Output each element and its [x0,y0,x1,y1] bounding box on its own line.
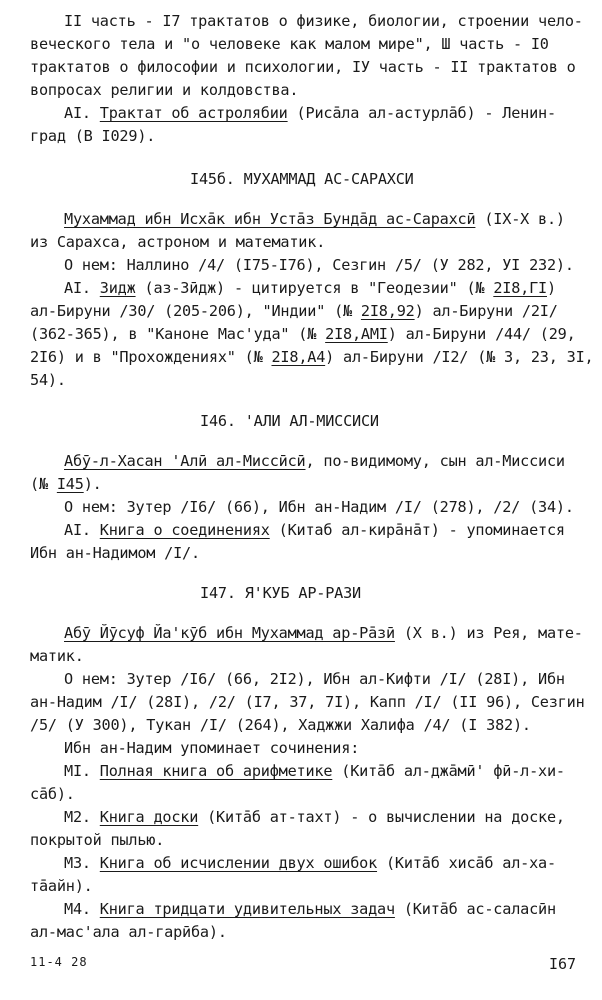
text-line: II часть - I7 трактатов о физике, биологии, строении чело- [64,12,583,30]
text-span: ал-Бируни /30/ (205-206), "Индии" (№ [30,302,361,320]
work-title: Книга о соединениях [99,521,270,539]
cross-reference: 2I8,A4 [271,348,326,366]
cross-reference: 2I8,ГI [493,279,547,297]
cross-reference: 2I8,AMI [325,325,388,343]
text-line [64,102,556,124]
text-line: ал-мас'ала ал-гарӣба). [30,923,227,941]
text-line [64,622,583,644]
text-line: О нем: Зутер /I6/ (66), Ибн ан-Надим /I/ (278), /2/ (34). [64,498,574,516]
cross-reference: I45 [56,475,84,493]
text-span: (Рисāла ал-астурлāб) - Ленин- [287,104,556,122]
page-number: I67 [549,955,577,973]
print-code: 11-4 28 [30,955,88,969]
text-span: (Китаб ал-кирāнāт) - упоминается [269,521,565,539]
text-line: /5/ (У 300), Тукан /I/ (264), Хаджжи Халифа /4/ (I 382). [30,716,531,734]
text-span: (X в.) из Рея, мате- [394,624,583,642]
text-line: тāайн). [30,877,93,895]
text-span: 2I6) и в "Прохождениях" (№ [30,348,272,366]
text-line: трактатов о философии и психологии, IУ часть - II трактатов о [30,58,576,76]
text-line: град (B I029). [30,127,156,145]
text-line: вопросах религии и колдовства. [30,81,299,99]
text-span: (№ [30,475,57,493]
text-line [64,277,556,299]
work-title: Книга доски [99,808,199,826]
section-heading: I47. Я'КУБ АР-РАЗИ [200,584,361,602]
cross-reference: 2I8,92 [360,302,415,320]
item-code: MI. [64,762,100,780]
section-heading: I46. 'АЛИ АЛ-МИССИСИ [200,412,379,430]
text-line: Ибн ан-Надим упоминает сочинения: [64,739,360,757]
work-title: Книга тридцати удивительных задач [99,900,395,918]
work-title: Зидж [99,279,136,297]
text-span: ). [83,475,102,493]
text-span: , по-видимому, сын ал-Миссиси [305,452,565,470]
text-span: (Китāб ас-саласӣн [394,900,556,918]
text-span: ) ал-Бируни /I2/ (№ 3, 23, 3I, [325,348,594,366]
text-line: О нем: Наллино /4/ (I75-I76), Сезгин /5/ (У 282, УI 232). [64,256,574,274]
text-line: из Сарахса, астроном и математик. [30,233,326,251]
text-line: О нем: Зутер /I6/ (66, 2I2), Ибн ал-Кифти /I/ (28I), Ибн [64,670,565,688]
item-code: M2. [64,808,100,826]
section-heading: I45б. МУХАММАД АС-САРАХСИ [190,170,414,188]
item-code: AI. [64,104,100,122]
text-line [30,346,593,368]
text-span: (Китāб ал-джāмӣ' фӣ-л-хи- [332,762,565,780]
item-code: AI. [64,279,100,297]
text-line [64,898,556,920]
item-code: M3. [64,854,100,872]
person-name: Абӯ Йӯсуф Йа'кӯб ибн Мухаммад ар-Рāзӣ [64,624,395,642]
text-line: Ибн ан-Надимом /I/. [30,544,200,562]
work-title: Книга об исчислении двух ошибок [99,854,378,872]
text-span: ) [546,279,556,297]
item-code: M4. [64,900,100,918]
text-span: (аз-Зӣдж) - цитируется в "Геодезии" (№ [135,279,494,297]
text-line [64,519,565,541]
text-line [30,473,102,495]
text-line: сāб). [30,785,75,803]
person-name: Мухаммад ибн Исхāк ибн Устāз Бундāд ас-Сарахсӣ [64,210,476,228]
text-line [64,852,556,874]
person-name: Абӯ-л-Хасан 'Алӣ ал-Миссӣсӣ [64,452,306,470]
text-line [64,208,565,230]
text-line [64,760,565,782]
text-span: (362-365), в "Каноне Мас'уда" (№ [30,325,326,343]
text-line: покрытой пылью. [30,831,165,849]
item-code: AI. [64,521,100,539]
work-title: Трактат об астролябии [99,104,288,122]
text-line: веческого тела и "о человеке как малом мире", Ш часть - I0 [30,35,549,53]
text-span: (Китāб хисāб ал-ха- [377,854,556,872]
text-line [30,323,576,345]
text-line [64,450,565,472]
text-span: ) ал-Бируни /2I/ [414,302,558,320]
text-line: 54). [30,371,66,389]
text-line [30,300,558,322]
work-title: Полная книга об арифметике [99,762,333,780]
text-span: (Китāб ат-тахт) - о вычислении на доске, [198,808,565,826]
text-line [64,806,565,828]
text-line: матик. [30,647,84,665]
text-line: ан-Надим /I/ (28I), /2/ (I7, 37, 7I), Капп /I/ (II 96), Сезгин [30,693,585,711]
text-span: (IX-X в.) [475,210,565,228]
text-span: ) ал-Бируни /44/ (29, [387,325,576,343]
